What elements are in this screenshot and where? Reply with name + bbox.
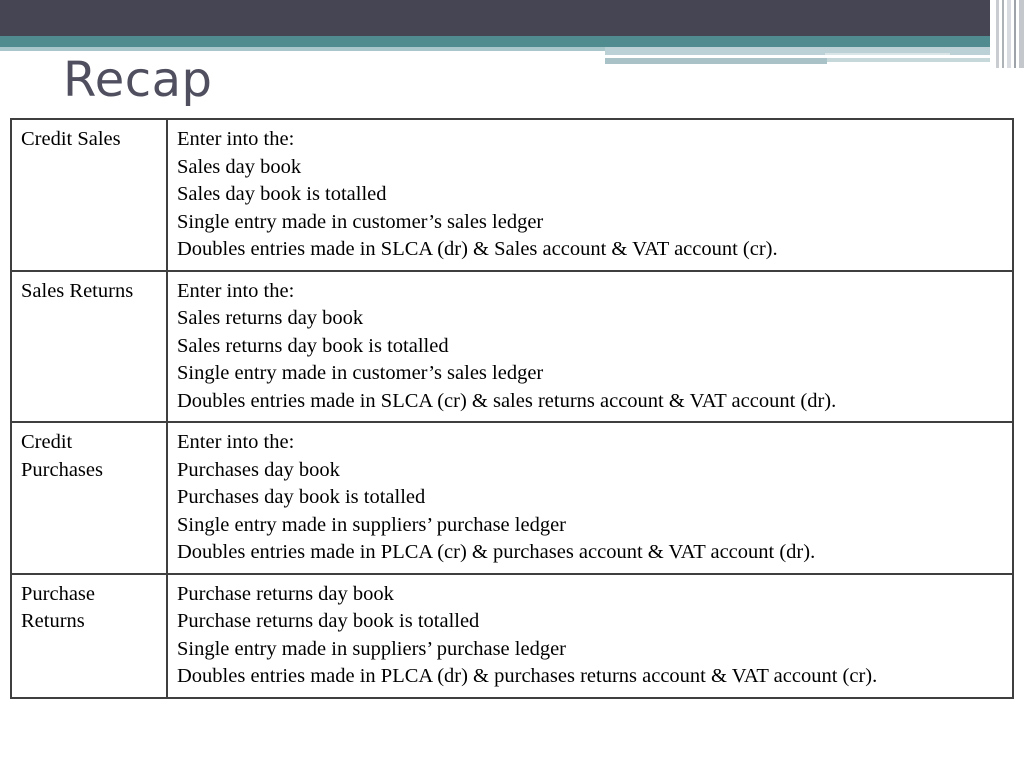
row-label-cell bbox=[11, 119, 167, 271]
detail-line: Enter into the: bbox=[177, 279, 295, 302]
table-row bbox=[11, 574, 1013, 698]
table-row bbox=[11, 271, 1013, 423]
row-details-cell bbox=[167, 422, 1013, 574]
detail-line: Single entry made in customer’s sales ledger bbox=[177, 362, 544, 384]
row-label-cell bbox=[11, 422, 167, 574]
detail-line: Sales day book is totalled bbox=[177, 183, 387, 205]
detail-line: Single entry made in suppliers’ purchase ledger bbox=[177, 637, 566, 660]
detail-line: Single entry made in customer’s sales ledger bbox=[177, 210, 544, 233]
detail-line: Purchases day book bbox=[177, 458, 340, 481]
row-label-cell bbox=[11, 574, 167, 698]
row-label: Purchase Returns bbox=[21, 582, 96, 632]
header-band-light bbox=[0, 47, 605, 51]
row-details-cell bbox=[167, 119, 1013, 271]
header-accent-bar bbox=[605, 58, 827, 64]
detail-line: Purchase returns day book bbox=[177, 582, 394, 605]
row-label-cell bbox=[11, 271, 167, 423]
edge-stripe bbox=[1019, 0, 1024, 68]
table-row bbox=[11, 119, 1013, 271]
detail-line: Doubles entries made in SLCA (cr) & sales returns account & VAT account (dr). bbox=[177, 389, 837, 412]
edge-stripe bbox=[1014, 0, 1016, 68]
edge-stripe bbox=[996, 0, 999, 68]
detail-line: Enter into the: bbox=[177, 431, 295, 453]
header-accent-bar bbox=[827, 58, 990, 62]
detail-line: Purchases day book is totalled bbox=[177, 486, 426, 508]
detail-line: Doubles entries made in PLCA (cr) & purchases account & VAT account (dr). bbox=[177, 541, 816, 563]
row-details-cell bbox=[167, 574, 1013, 698]
table-row bbox=[11, 422, 1013, 574]
header-band-dark bbox=[0, 0, 990, 36]
detail-line: Sales returns day book is totalled bbox=[177, 334, 449, 357]
header-band-teal bbox=[0, 36, 990, 47]
row-details-cell bbox=[167, 271, 1013, 423]
header-accent-bar bbox=[825, 53, 950, 55]
detail-line: Doubles entries made in PLCA (dr) & purchases returns account & VAT account (cr). bbox=[177, 665, 878, 687]
edge-stripe bbox=[1007, 0, 1011, 68]
detail-line: Purchase returns day book is totalled bbox=[177, 610, 480, 632]
recap-table bbox=[10, 118, 1014, 699]
header-edge-stripes bbox=[990, 0, 1024, 68]
edge-stripe bbox=[1002, 0, 1004, 68]
detail-line: Single entry made in suppliers’ purchase ledger bbox=[177, 513, 566, 536]
row-label: Sales Returns bbox=[21, 279, 134, 302]
detail-line: Sales returns day book bbox=[177, 307, 364, 329]
detail-line: Sales day book bbox=[177, 155, 302, 178]
slide-title: Recap bbox=[63, 52, 213, 108]
detail-line: Enter into the: bbox=[177, 128, 295, 150]
detail-line: Doubles entries made in SLCA (dr) & Sales account & VAT account (cr). bbox=[177, 238, 778, 260]
row-label: Credit Sales bbox=[21, 128, 121, 150]
row-label: Credit Purchases bbox=[21, 431, 103, 481]
recap-table-body bbox=[11, 119, 1013, 698]
